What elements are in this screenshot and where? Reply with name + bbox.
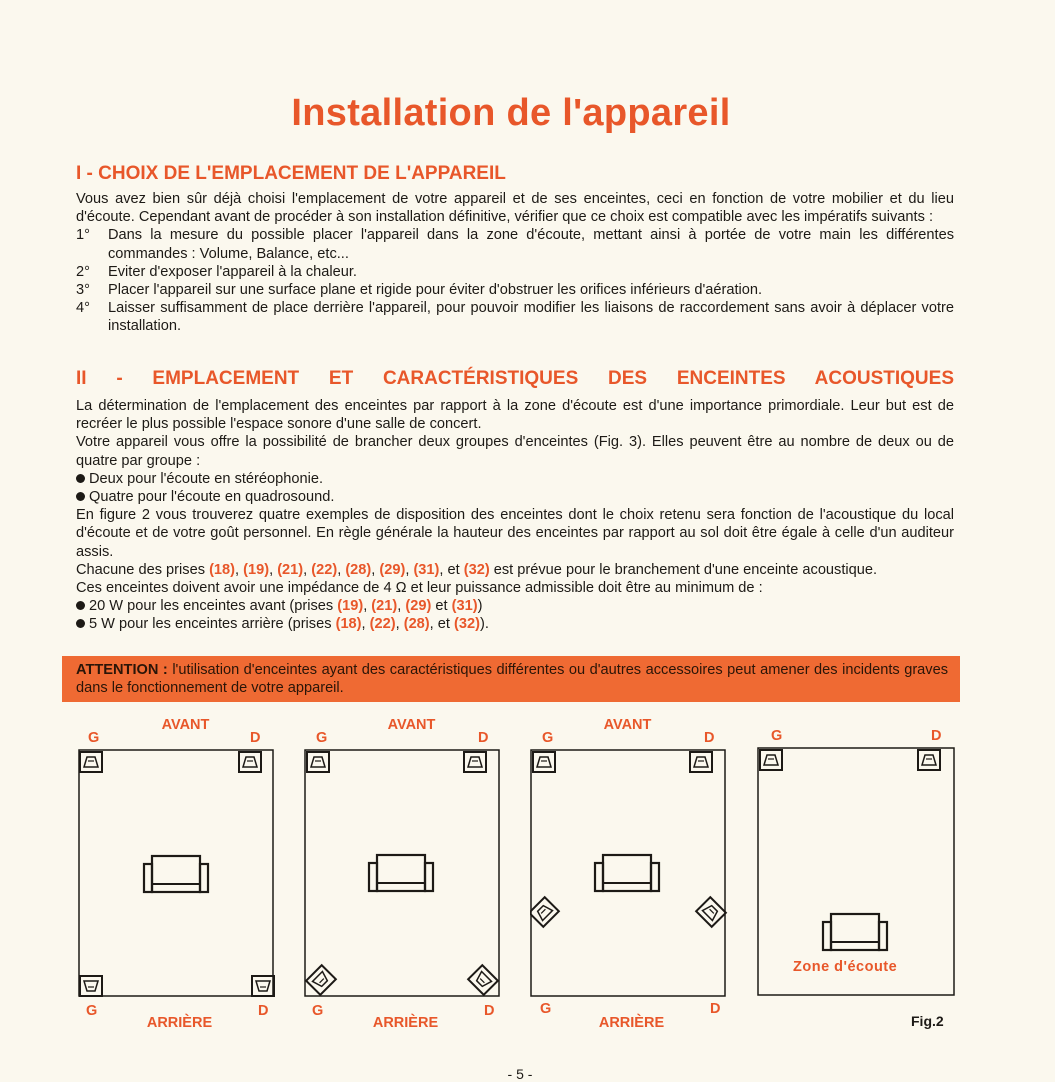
section-2-body	[76, 397, 954, 634]
front-label: AVANT	[161, 717, 210, 733]
rear-label: ARRIÈRE	[598, 1015, 665, 1031]
section-heading-1: I - CHOIX DE L'EMPLACEMENT DE L'APPAREIL	[76, 163, 506, 184]
jack-reference: (21)	[371, 598, 398, 615]
front-right-speaker-icon	[690, 752, 712, 772]
list-item	[76, 488, 954, 506]
right-label: D	[250, 730, 261, 746]
bullet-text: Deux pour l'écoute en stéréophonie.	[89, 470, 324, 487]
list-item	[76, 281, 954, 299]
side-right-speaker-icon	[696, 897, 726, 927]
listener-icon	[595, 855, 659, 891]
jack-reference: (31)	[451, 598, 478, 615]
jack-reference: (28)	[345, 561, 372, 578]
jack-reference: (31)	[413, 561, 440, 578]
conjunction: et	[447, 561, 460, 578]
section-2-paragraph-1: La détermination de l'emplacement des enceintes par rapport à la zone d'écoute est d'une importance primordiale. Leur but est de recréer le plus possible l'espace sonore d'une salle de concert.	[76, 398, 954, 433]
page-title: Installation de l'appareil	[291, 92, 731, 134]
attention-banner	[62, 656, 960, 702]
front-label: AVANT	[603, 717, 652, 733]
jack-reference: (32)	[463, 561, 490, 578]
right-label: D	[258, 1003, 269, 1019]
punctuation: ).	[479, 616, 489, 633]
jack-reference: (18)	[209, 561, 236, 578]
attention-label: ATTENTION :	[76, 662, 168, 678]
rear-label: ARRIÈRE	[372, 1015, 439, 1031]
paragraph-text: est prévue pour le branchement d'une enceinte acoustique.	[493, 561, 878, 578]
rear-label: ARRIÈRE	[146, 1015, 213, 1031]
side-left-speaker-icon	[530, 897, 559, 927]
item-text: Laisser suffisamment de place derrière l'appareil, pour pouvoir modifier les liaisons de raccordement sans avoir à déplacer votre installation.	[108, 300, 954, 335]
jack-reference: (29)	[405, 598, 432, 615]
rear-right-speaker-icon	[252, 976, 274, 996]
left-label: G	[312, 1003, 324, 1019]
conjunction: et	[437, 616, 450, 633]
layout-diagram-3	[530, 712, 745, 1032]
item-number: 1°	[76, 227, 90, 244]
listener-icon	[823, 914, 887, 950]
section-1-intro: Vous avez bien sûr déjà choisi l'emplacement de votre appareil et de ses enceintes, ceci en fonction de votre mobilier et du lieu d'écoute. Cependant avant de procéder à son installation définitive, vérifier que ce choix est compatible avec les impératifs suivants :	[76, 191, 954, 226]
power-text: 20 W pour les enceintes avant (prises	[89, 598, 334, 615]
item-number: 3°	[76, 282, 90, 299]
jack-reference: (22)	[369, 616, 396, 633]
item-text: Eviter d'exposer l'appareil à la chaleur.	[108, 263, 357, 280]
front-left-speaker-icon	[307, 752, 329, 772]
jack-reference: (18)	[335, 616, 362, 633]
item-number: 2°	[76, 263, 90, 280]
paragraph-text: Chacune des prises	[76, 561, 205, 578]
right-label: D	[704, 730, 715, 746]
jack-reference: (21)	[277, 561, 304, 578]
power-text: 5 W pour les enceintes arrière (prises	[89, 616, 332, 633]
right-label: D	[710, 1001, 721, 1017]
punctuation: )	[477, 598, 483, 615]
section-2-paragraph-5: Ces enceintes doivent avoir une impédance de 4 Ω et leur puissance admissible doit être au minimum de :	[76, 580, 763, 597]
figure-label: Fig.2	[911, 1013, 944, 1029]
rear-left-speaker-icon	[80, 976, 102, 996]
section-2-paragraph-2: Votre appareil vous offre la possibilité de brancher deux groupes d'enceintes (Fig. 3). Elles peuvent être au nombre de deux ou de quatre par groupe :	[76, 434, 954, 469]
listening-zone-label: Zone d'écoute	[793, 959, 898, 975]
attention-text: l'utilisation d'enceintes ayant des caractéristiques différentes ou d'autres accessoires peut amener des incidents graves dans le fonctionnement de votre appareil.	[76, 662, 949, 697]
front-right-speaker-icon	[918, 750, 940, 770]
room-plan	[304, 712, 519, 1032]
listener-icon	[144, 856, 208, 892]
left-label: G	[316, 730, 328, 746]
item-text: Placer l'appareil sur une surface plane et rigide pour éviter d'obstruer les orifices inférieurs d'aération.	[108, 282, 763, 299]
bullet-icon	[76, 492, 85, 501]
section-1-body	[76, 190, 954, 336]
right-label: D	[478, 730, 489, 746]
list-item	[76, 299, 954, 335]
jack-reference: (19)	[243, 561, 270, 578]
front-left-speaker-icon	[80, 752, 102, 772]
bullet-text: Quatre pour l'écoute en quadrosound.	[89, 489, 335, 506]
front-left-speaker-icon	[760, 750, 782, 770]
section-heading-2: II - EMPLACEMENT ET CARACTÉRISTIQUES DES ENCEINTES ACOUSTIQUES	[76, 368, 954, 389]
bullet-icon	[76, 601, 85, 610]
front-right-speaker-icon	[239, 752, 261, 772]
right-label: D	[484, 1003, 495, 1019]
jack-reference: (22)	[311, 561, 338, 578]
list-item: 5 W pour les enceintes arrière (prises (18), (22), (28), et (32)).	[76, 615, 954, 633]
section-2-paragraph-3: En figure 2 vous trouverez quatre exemples de disposition des enceintes dont le choix retenu sera fonction de l'acoustique du local d'écoute et de votre goût personnel. En règle générale la hauteur des enceintes par rapport au sol doit être égale à celle d'un auditeur assis.	[76, 507, 954, 560]
jack-reference: (29)	[379, 561, 406, 578]
rear-right-speaker-icon	[468, 965, 498, 995]
left-label: G	[540, 1001, 552, 1017]
layout-diagram-4	[757, 712, 972, 1032]
jack-reference: (19)	[337, 598, 364, 615]
left-label: G	[88, 730, 100, 746]
list-item	[76, 470, 954, 488]
right-label: D	[931, 728, 942, 744]
room-plan	[757, 712, 972, 1032]
bullet-icon	[76, 474, 85, 483]
front-left-speaker-icon	[533, 752, 555, 772]
jack-reference: (32)	[454, 616, 480, 633]
left-label: G	[542, 730, 554, 746]
page-number: - 5 -	[507, 1066, 533, 1082]
front-label: AVANT	[387, 717, 436, 733]
list-item	[76, 263, 954, 281]
list-item	[76, 226, 954, 262]
left-label: G	[771, 728, 783, 744]
item-text: Dans la mesure du possible placer l'appareil dans la zone d'écoute, mettant ainsi à portée de votre main les différentes commandes : Volume, Balance, etc...	[108, 227, 954, 262]
item-number: 4°	[76, 300, 90, 317]
room-plan	[78, 712, 293, 1032]
bullet-icon	[76, 619, 85, 628]
section-2-paragraph-4: Chacune des prises (18), (19), (21), (22), (28), (29), (31), et (32) est prévue pour le branchement d'une enceinte acoustique.	[76, 561, 878, 578]
layout-diagram-2	[304, 712, 519, 1032]
conjunction: et	[435, 598, 448, 615]
list-item: 20 W pour les enceintes avant (prises (19), (21), (29) et (31))	[76, 597, 954, 615]
left-label: G	[86, 1003, 98, 1019]
jack-reference: (28)	[403, 616, 430, 633]
front-right-speaker-icon	[464, 752, 486, 772]
rear-left-speaker-icon	[306, 965, 336, 995]
layout-diagram-1	[78, 712, 293, 1032]
listener-icon	[369, 855, 433, 891]
room-plan	[530, 712, 745, 1032]
